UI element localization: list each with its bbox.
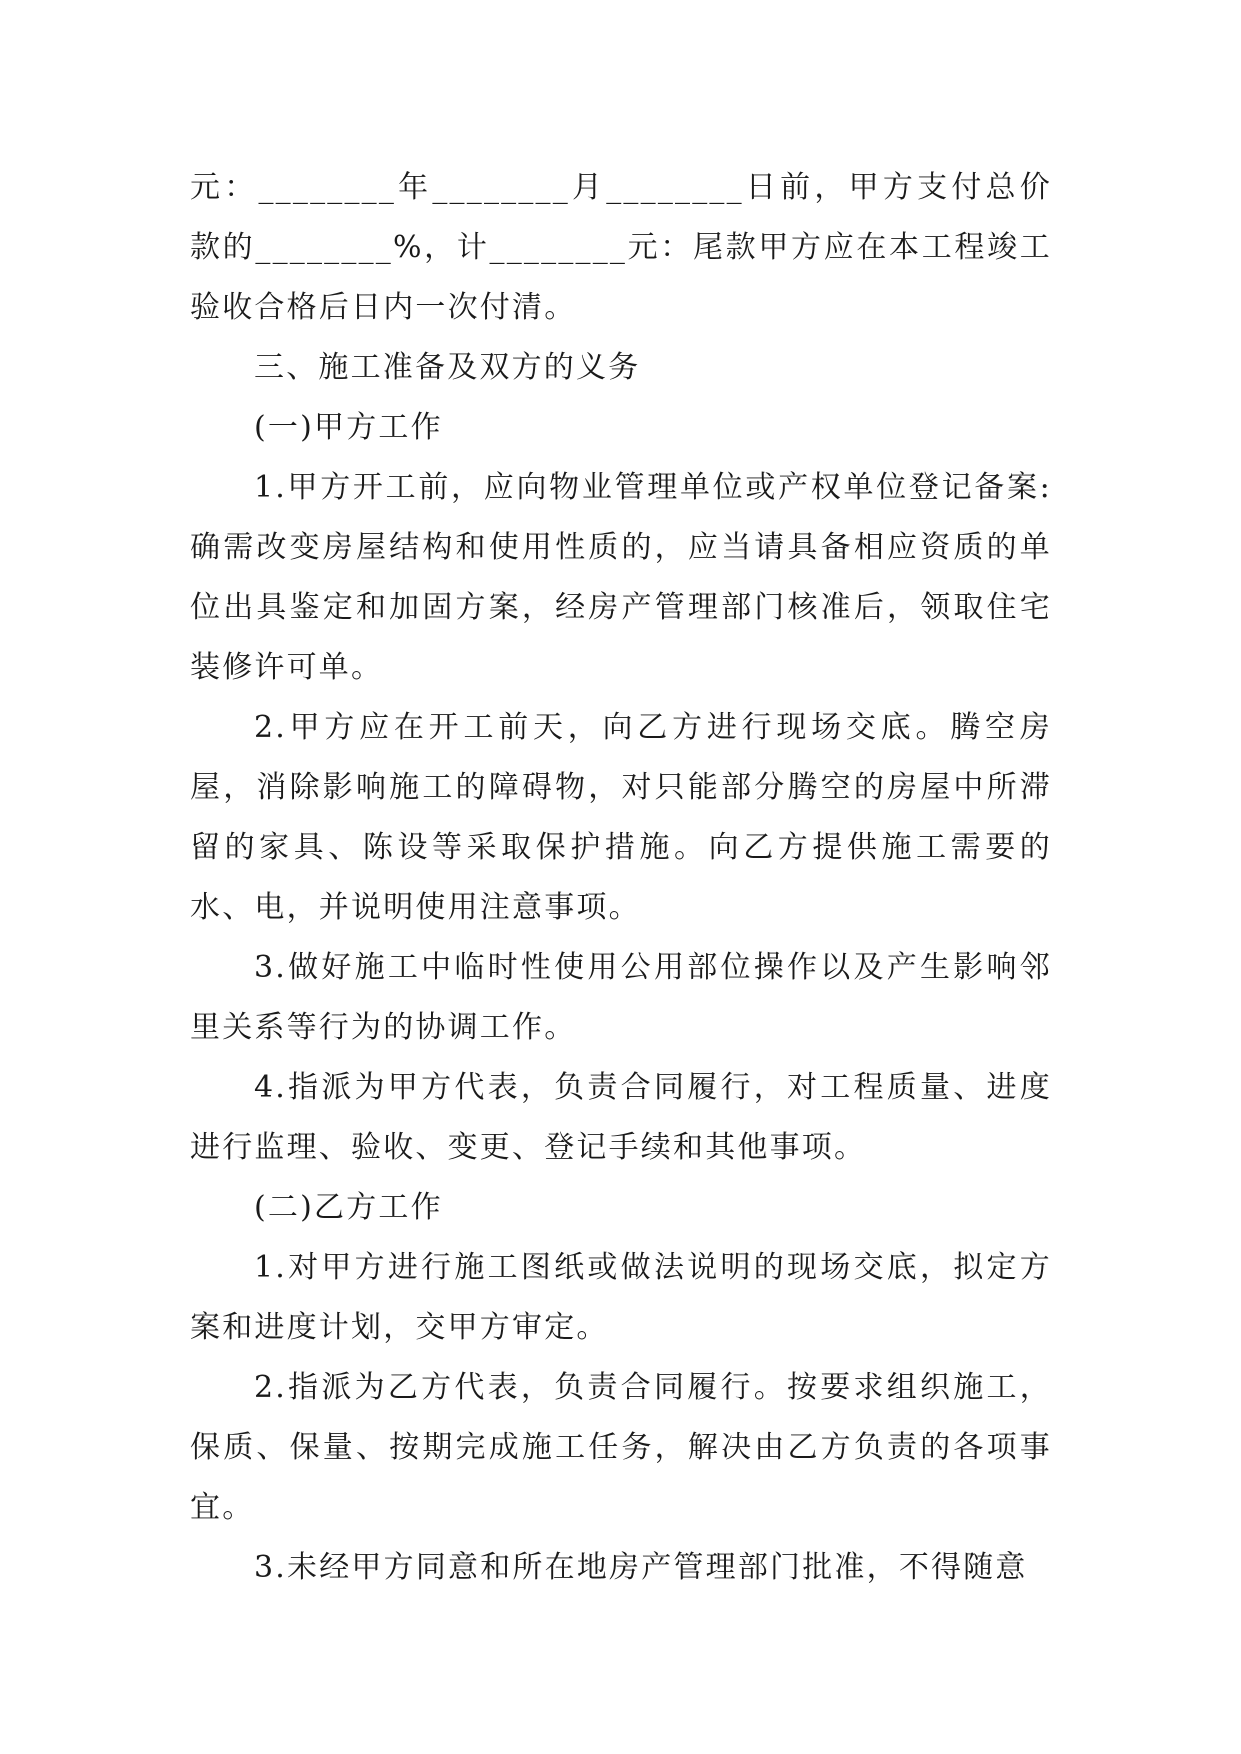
party-a-item-3: 3.做好施工中临时性使用公用部位操作以及产生影响邻里关系等行为的协调工作。 xyxy=(190,950,1052,1045)
party-a-item-2: 2.甲方应在开工前天，向乙方进行现场交底。腾空房屋，消除影响施工的障碍物，对只能部分腾空的房屋中所滞留的家具、陈设等采取保护措施。向乙方提供施工需要的水、电，并说明使用注意事项。 xyxy=(190,710,1052,925)
party-b-item-3: 3.未经甲方同意和所在地房产管理部门批准，不得随意 xyxy=(254,1550,1028,1585)
subsection-heading-party-b-work: (二)乙方工作 xyxy=(254,1190,443,1225)
document-body xyxy=(190,158,1052,1598)
party-b-item-1: 1.对甲方进行施工图纸或做法说明的现场交底，拟定方案和进度计划，交甲方审定。 xyxy=(190,1250,1052,1345)
party-b-item-2: 2.指派为乙方代表，负责合同履行。按要求组织施工，保质、保量、按期完成施工任务，解决由乙方负责的各项事宜。 xyxy=(190,1370,1052,1525)
party-a-item-1: 1.甲方开工前，应向物业管理单位或产权单位登记备案:确需改变房屋结构和使用性质的，应当请具备相应资质的单位出具鉴定和加固方案，经房产管理部门核准后，领取住宅装修许可单。 xyxy=(190,470,1052,685)
party-a-item-4: 4.指派为甲方代表，负责合同履行，对工程质量、进度进行监理、验收、变更、登记手续和其他事项。 xyxy=(190,1070,1052,1165)
subsection-heading-party-a-work: (一)甲方工作 xyxy=(254,410,443,445)
payment-terms-paragraph: 元：________年________月________日前，甲方支付总价款的________%，计________元：尾款甲方应在本工程竣工验收合格后日内一次付清。 xyxy=(190,170,1052,325)
section-heading-preparation-obligations: 三、施工准备及双方的义务 xyxy=(254,350,641,385)
